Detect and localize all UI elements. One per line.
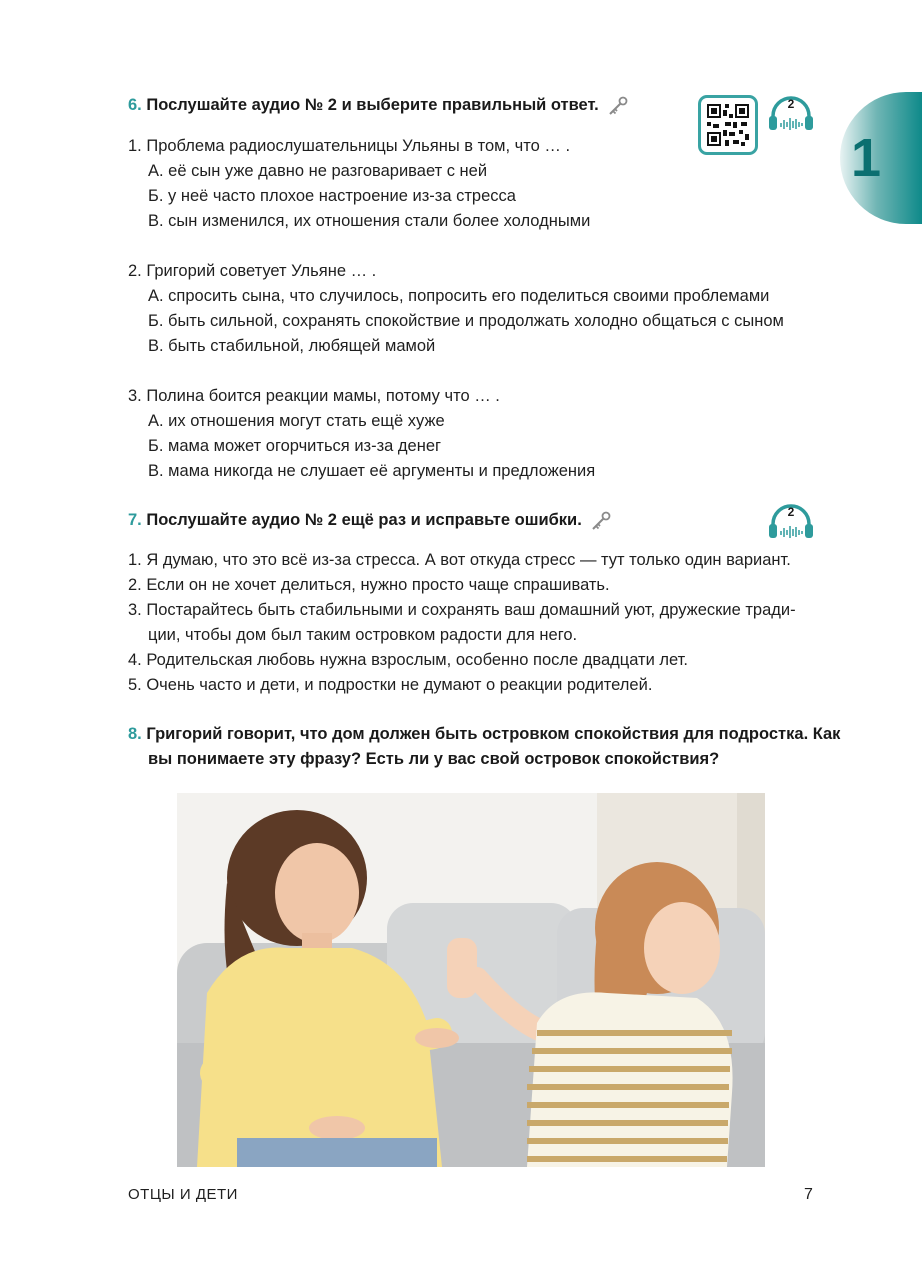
- task8-title: [128, 722, 840, 746]
- task8-title-line2: вы понимаете эту фразу? Есть ли у вас свой островок спокойствия?: [148, 750, 720, 768]
- task7-number: 7.: [128, 511, 142, 529]
- task7-item-3-cont: ции, чтобы дом был таким островком радости для него.: [148, 626, 578, 644]
- footer-chapter-title: ОТЦЫ И ДЕТИ: [128, 1186, 238, 1203]
- option-2b: Б. быть сильной, сохранять спокойствие и продолжать холодно общаться с сыном: [148, 312, 784, 330]
- headphones-icon[interactable]: [767, 504, 815, 540]
- task8-number: 8.: [128, 725, 142, 743]
- illustration-photo: [177, 793, 765, 1167]
- task7-item-3: 3. Постарайтесь быть стабильными и сохранять ваш домашний уют, дружеские тради-: [128, 601, 796, 619]
- qr-code-icon[interactable]: [698, 95, 758, 155]
- key-icon: [590, 511, 612, 531]
- audio-number: 2: [787, 505, 795, 519]
- question-2: 2. Григорий советует Ульяне … .: [128, 262, 377, 280]
- audio-number: 2: [787, 97, 795, 111]
- option-3a: А. их отношения могут стать ещё хуже: [148, 412, 445, 430]
- task6-title-text: Послушайте аудио № 2 и выберите правильный ответ.: [146, 96, 599, 114]
- option-2a: А. спросить сына, что случилось, попросить его поделиться своими проблемами: [148, 287, 770, 305]
- question-3: 3. Полина боится реакции мамы, потому что … .: [128, 387, 500, 405]
- option-1c: В. сын изменился, их отношения стали более холодными: [148, 212, 591, 230]
- option-3c: В. мама никогда не слушает её аргументы и предложения: [148, 462, 596, 480]
- option-1a: А. её сын уже давно не разговаривает с ней: [148, 162, 488, 180]
- task8-title-line1: Григорий говорит, что дом должен быть островком спокойствия для подростка. Как: [146, 725, 841, 743]
- option-2c: В. быть стабильной, любящей мамой: [148, 337, 436, 355]
- task7-title: [128, 508, 612, 532]
- option-3b: Б. мама может огорчиться из-за денег: [148, 437, 442, 455]
- task6-number: 6.: [128, 96, 142, 114]
- task7-item-4: 4. Родительская любовь нужна взрослым, особенно после двадцати лет.: [128, 651, 688, 669]
- headphones-icon[interactable]: [767, 96, 815, 132]
- page-number: 7: [804, 1186, 813, 1203]
- task7-title-text: Послушайте аудио № 2 ещё раз и исправьте ошибки.: [146, 511, 582, 529]
- task7-item-1: 1. Я думаю, что это всё из-за стресса. А вот откуда стресс — тут только один вариант.: [128, 551, 791, 569]
- task6-title: [128, 93, 629, 117]
- option-1b: Б. у неё часто плохое настроение из-за стресса: [148, 187, 516, 205]
- question-1: 1. Проблема радиослушательницы Ульяны в том, что … .: [128, 137, 571, 155]
- key-icon: [607, 96, 629, 116]
- chapter-number: 1: [850, 128, 882, 188]
- task7-item-2: 2. Если он не хочет делиться, нужно просто чаще спрашивать.: [128, 576, 610, 594]
- task7-item-5: 5. Очень часто и дети, и подростки не думают о реакции родителей.: [128, 676, 653, 694]
